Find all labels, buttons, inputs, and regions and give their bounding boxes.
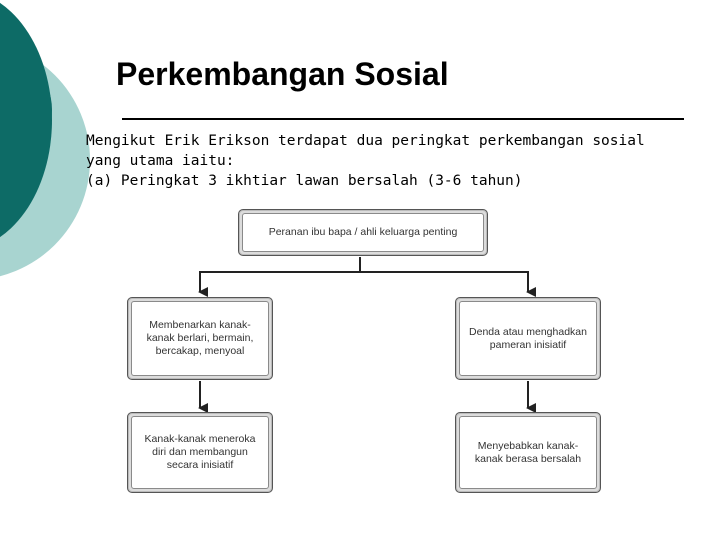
box-right-mid-label: Denda atau menghadkan pameran inisiatif bbox=[459, 301, 597, 376]
box-right-mid bbox=[455, 297, 601, 380]
box-top bbox=[238, 209, 488, 256]
intro-line: (a) Peringkat 3 ikhtiar lawan bersalah (3-6 tahun) bbox=[86, 173, 523, 189]
box-left-bottom bbox=[127, 412, 273, 493]
box-left-mid-label: Membenarkan kanak-kanak berlari, bermain, bercakap, menyoal bbox=[131, 301, 269, 376]
box-left-bottom-label: Kanak-kanak meneroka diri dan membangun secara inisiatif bbox=[131, 416, 269, 489]
intro-line: yang utama iaitu: bbox=[86, 153, 235, 169]
box-top-label: Peranan ibu bapa / ahli keluarga penting bbox=[242, 213, 484, 252]
intro-line: Mengikut Erik Erikson terdapat dua peringkat perkembangan sosial bbox=[86, 133, 645, 149]
box-right-bottom bbox=[455, 412, 601, 493]
box-right-bottom-label: Menyebabkan kanak-kanak berasa bersalah bbox=[459, 416, 597, 489]
slide-title: Perkembangan Sosial bbox=[116, 56, 449, 92]
box-left-mid bbox=[127, 297, 273, 380]
